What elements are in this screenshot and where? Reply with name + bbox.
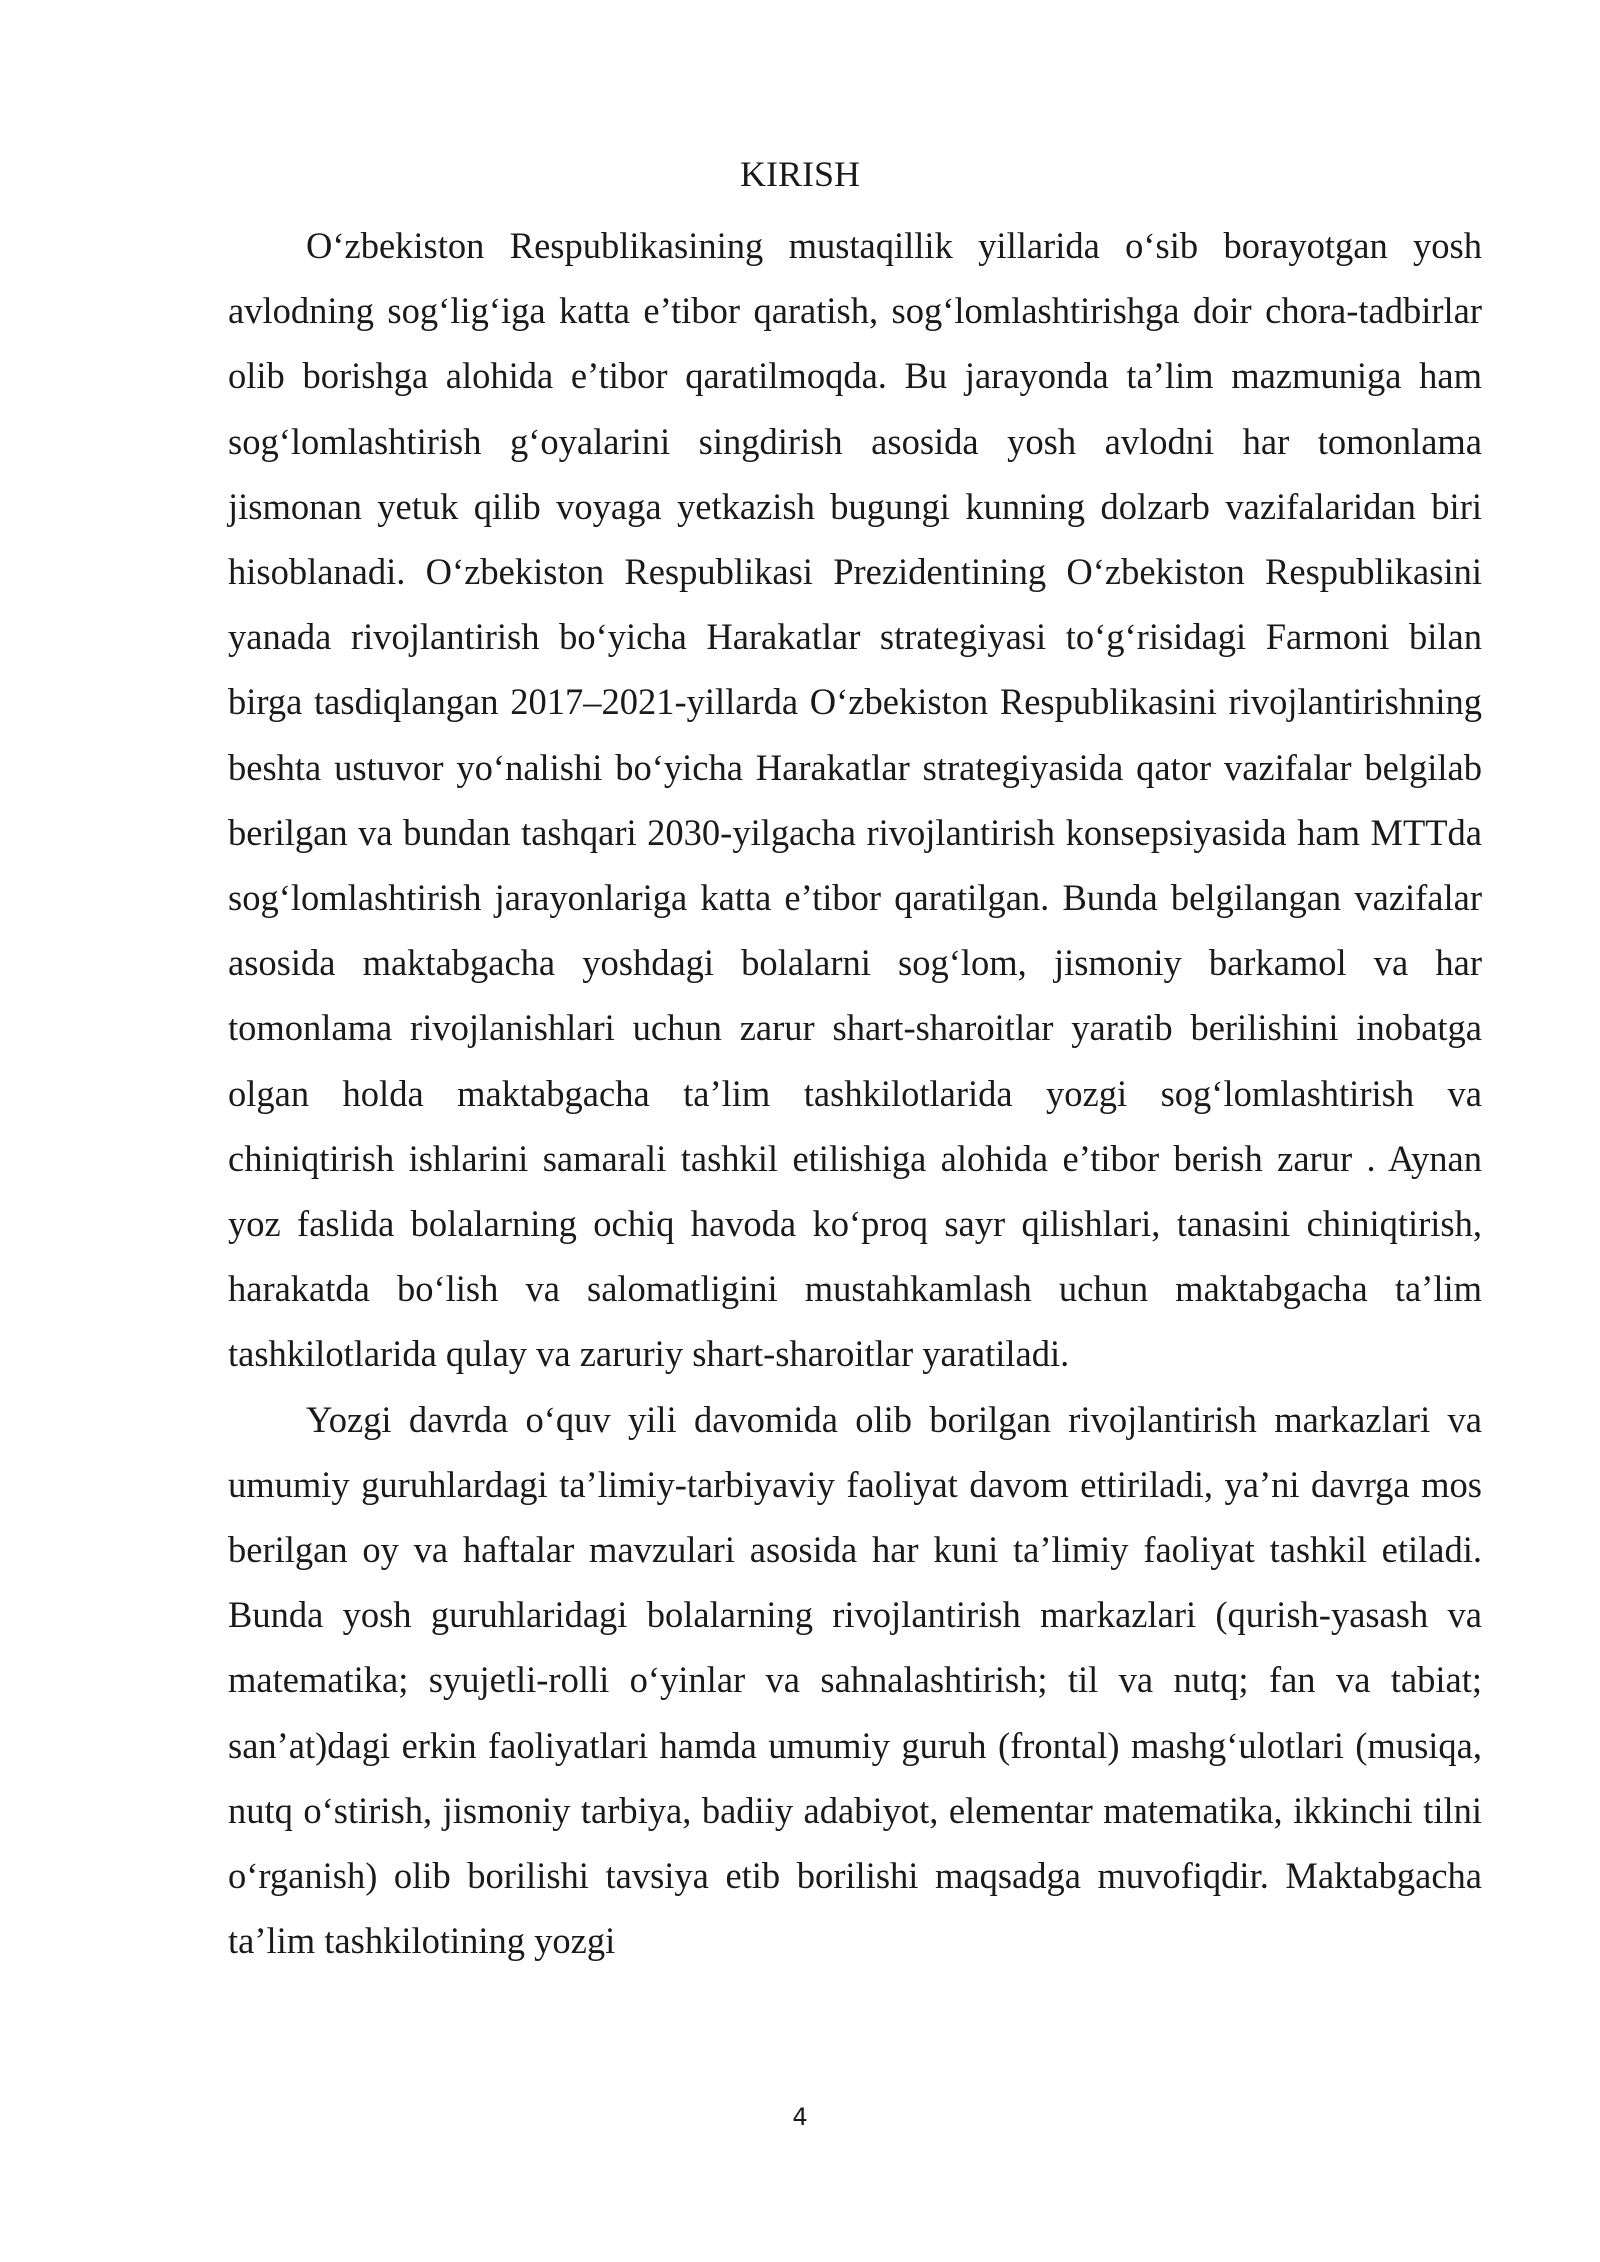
- page-number: 4: [792, 2103, 808, 2131]
- body-text: [228, 213, 1482, 1973]
- paragraph: O‘zbekiston Respublikasining mustaqillik yillarida o‘sib borayotgan yosh avlodning sog‘lig‘iga katta e’tibor qaratish, sog‘lomlashtirishga doir chora-tadbirlar olib borishga alohida e’tibor qaratilmoqda. Bu jarayonda ta’lim mazmuniga ham sog‘lomlashtirish g‘oyalarini singdirish asosida yosh avlodni har tomonlama jismonan yetuk qilib voyaga yetkazish bugungi kunning dolzarb vazifalaridan biri hisoblanadi. O‘zbekiston Respublikasi Prezidentining O‘zbekiston Respublikasini yanada rivojlantirish bo‘yicha Harakatlar strategiyasi to‘g‘risidagi Farmoni bilan birga tasdiqlangan 2017–2021-yillarda O‘zbekiston Respublikasini rivojlantirishning beshta ustuvor yo‘nalishi bo‘yicha Harakatlar strategiyasida qator vazifalar belgilab berilgan va bundan tashqari 2030-yilgacha rivojlantirish konsepsiyasida ham MTTda sog‘lomlashtirish jarayonlariga katta e’tibor qaratilgan. Bunda belgilangan vazifalar asosida maktabgacha yoshdagi bolalarni sog‘lom, jismoniy barkamol va har tomonlama rivojlanishlari uchun zarur shart-sharoitlar yaratib berilishini inobatga olgan holda maktabgacha ta’lim tashkilotlarida yozgi sog‘lomlashtirish va chiniqtirish ishlarini samarali tashkil etilishiga alohida e’tibor berish zarur . Aynan yoz faslida bolalarning ochiq havoda ko‘proq sayr qilishlari, tanasini chiniqtirish, harakatda bo‘lish va salomatligini mustahkamlash uchun maktabgacha ta’lim tashkilotlarida qulay va zaruriy shart-sharoitlar yaratiladi.: [228, 225, 1482, 1375]
- section-heading: KIRISH: [739, 154, 860, 194]
- paragraph: Yozgi davrda o‘quv yili davomida olib borilgan rivojlantirish markazlari va umumiy guruhlardagi ta’limiy-tarbiyaviy faoliyat davom ettiriladi, ya’ni davrga mos berilgan oy va haftalar mavzulari asosida har kuni ta’limiy faoliyat tashkil etiladi. Bunda yosh guruhlaridagi bolalarning rivojlantirish markazlari (qurish-yasash va matematika; syujetli-rolli o‘yinlar va sahnalashtirish; til va nutq; fan va tabiat; san’at)dagi erkin faoliyatlari hamda umumiy guruh (frontal) mashg‘ulotlari (musiqa, nutq o‘stirish, jismoniy tarbiya, badiiy adabiyot, elementar matematika, ikkinchi tilni o‘rganish) olib borilishi tavsiya etib borilishi maqsadga muvofiqdir. Maktabgacha ta’lim tashkilotining yozgi: [228, 1398, 1482, 1962]
